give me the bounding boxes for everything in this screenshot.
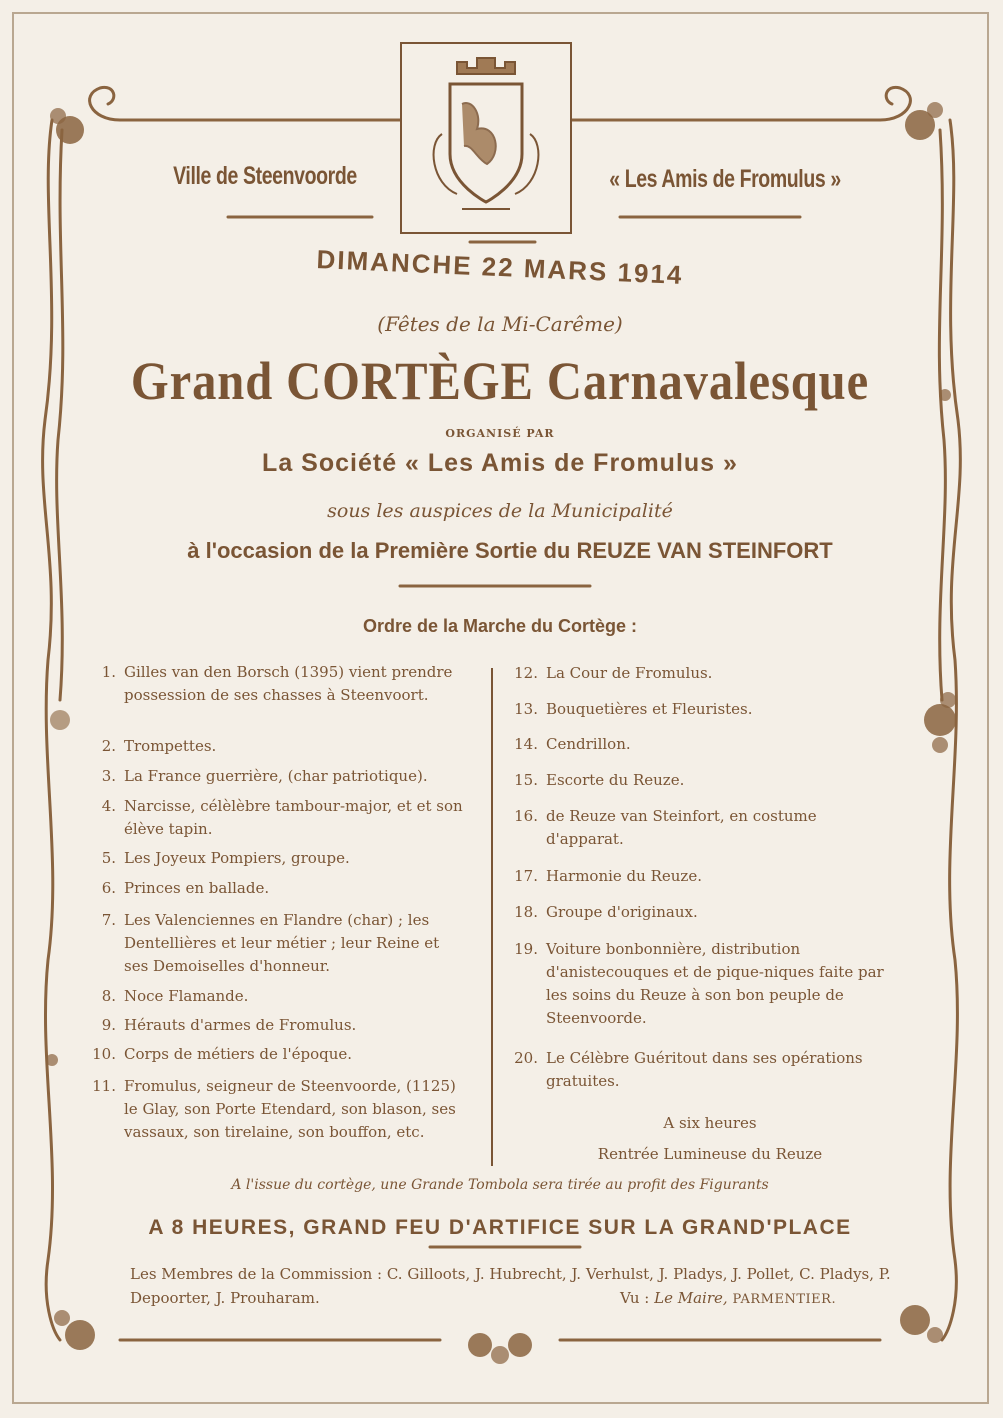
item-number: 4. [101, 797, 116, 815]
header-right-society: « Les Amis de Fromulus » [609, 165, 841, 193]
item-text: Princes en ballade. [124, 879, 270, 897]
list-item [508, 769, 898, 792]
item-text: La France guerrière, (char patriotique). [124, 767, 428, 785]
item-text: Groupe d'originaux. [546, 903, 698, 921]
border-top-curl-right [880, 87, 910, 120]
item-text: Les Valenciennes en Flandre (char) ; les Dentellières et leur métier ; leur Reine et ses Demoiselles d'honneur. [124, 911, 440, 975]
item-text: Voiture bonbonnière, distribution d'anistecouques et de pique-niques faite par les soins du Reuze à son bon peuple de Steenvoorde. [546, 940, 884, 1027]
coat-of-arms-icon [402, 44, 570, 232]
procession-order-heading: Ordre de la Marche du Cortège : [362, 616, 638, 636]
item-text: Escorte du Reuze. [546, 771, 685, 789]
border-left-inner [57, 130, 63, 700]
item-text: Trompettes. [124, 737, 217, 755]
list-item [86, 765, 466, 788]
tombola-note: A l'issue du cortège, une Grande Tombola sera tirée au profit des Figurants [231, 1177, 769, 1193]
list-item [508, 662, 898, 685]
list-item [86, 877, 466, 900]
list-item [86, 847, 466, 870]
item-text: Noce Flamande. [124, 987, 249, 1005]
item-number: 12. [514, 664, 538, 682]
border-left-line [43, 120, 60, 1340]
item-number: 15. [514, 771, 538, 789]
item-text: Cendrillon. [546, 735, 631, 753]
item-number: 13. [514, 700, 538, 718]
item-text: Harmonie du Reuze. [546, 867, 702, 885]
border-right-inner [939, 130, 945, 700]
item-number: 7. [101, 911, 116, 929]
auspices-line: sous les auspices de la Municipalité [327, 500, 673, 522]
item-text: Bouquetières et Fleuristes. [546, 700, 753, 718]
item-text: Hérauts d'armes de Fromulus. [124, 1016, 357, 1034]
list-item [508, 1047, 898, 1093]
item-number: 6. [101, 879, 116, 897]
item-text: Le Célèbre Guéritout dans ses opérations gratuites. [546, 1049, 863, 1090]
list-item [508, 698, 898, 721]
item-number: 5. [101, 849, 116, 867]
item-number: 10. [92, 1045, 116, 1063]
item-text: de Reuze van Steinfort, en costume d'apparat. [546, 807, 817, 848]
list-item [508, 733, 898, 756]
list-item [508, 901, 898, 924]
event-date: DIMANCHE 22 MARS 1914 [315, 244, 685, 290]
vu-maire: Le Maire, [654, 1289, 728, 1307]
list-item [86, 1043, 466, 1066]
page-title: Grand CORTÈGE Carnavalesque [130, 351, 870, 411]
item-number: 2. [101, 737, 116, 755]
list-item [508, 865, 898, 888]
item-number: 8. [101, 987, 116, 1005]
item-text: Les Joyeux Pompiers, groupe. [124, 849, 350, 867]
item-number: 3. [101, 767, 116, 785]
item-text: La Cour de Fromulus. [546, 664, 713, 682]
item-number: 14. [514, 735, 538, 753]
item-number: 11. [92, 1077, 116, 1095]
item-number: 1. [101, 663, 116, 681]
item-number: 18. [514, 903, 538, 921]
vu-prefix: Vu : [620, 1289, 650, 1307]
header-left-town: Ville de Steenvoorde [173, 162, 357, 190]
fireworks-announcement: A 8 HEURES, GRAND FEU D'ARTIFICE SUR LA GRAND'PLACE [148, 1216, 852, 1239]
fetes-subtitle: (Fêtes de la Mi-Carême) [377, 312, 623, 336]
list-item [86, 985, 466, 1008]
commission-members: Les Membres de la Commission : C. Gilloots, J. Hubrecht, J. Verhulst, J. Pladys, J. Pollet, C. Pladys, P. Depoorter, J. Prouharam. [130, 1265, 891, 1307]
item-text: Corps de métiers de l'époque. [124, 1045, 353, 1063]
list-item [86, 909, 466, 978]
rentree-label: Rentrée Lumineuse du Reuze [597, 1145, 823, 1163]
item-text: Narcisse, célèlèbre tambour-major, et et son élève tapin. [124, 797, 463, 838]
item-number: 16. [514, 807, 538, 825]
column-divider [491, 668, 493, 1166]
list-item [508, 805, 898, 851]
mayor-approval [620, 1286, 900, 1312]
list-item [86, 1014, 466, 1037]
list-item [86, 735, 466, 758]
coat-of-arms-frame [400, 42, 572, 234]
six-heures-label: A six heures [663, 1114, 757, 1132]
occasion-line: à l'occasion de la Première Sortie du REUZE VAN STEINFORT [187, 538, 833, 563]
society-name: La Société « Les Amis de Fromulus » [262, 449, 738, 477]
item-text: Gilles van den Borsch (1395) vient prendre possession de ses chasses à Steenvoort. [124, 663, 453, 704]
organised-by-label: ORGANISÉ PAR [445, 427, 555, 440]
mayor-name: PARMENTIER. [732, 1292, 837, 1307]
item-number: 9. [101, 1016, 116, 1034]
list-item [86, 1075, 466, 1144]
six-oclock-block [560, 1108, 860, 1170]
item-number: 19. [514, 940, 538, 958]
item-number: 17. [514, 867, 538, 885]
list-item [86, 661, 466, 707]
list-item [86, 795, 466, 841]
item-number: 20. [514, 1049, 538, 1067]
list-item [508, 938, 898, 1030]
border-top-curl-left [90, 87, 120, 120]
item-text: Fromulus, seigneur de Steenvoorde, (1125) le Glay, son Porte Etendard, son blason, ses vassaux, son tirelaine, son bouffon, etc. [124, 1077, 456, 1141]
